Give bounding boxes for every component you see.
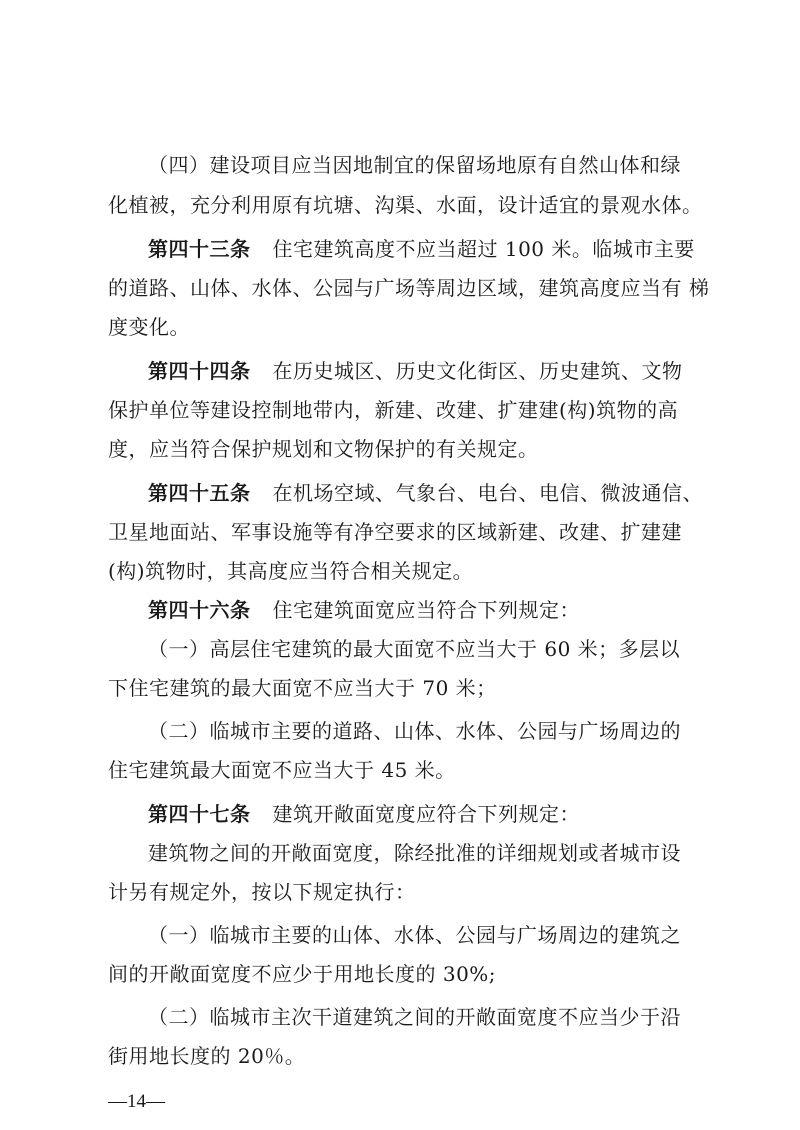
article-46-heading: 第四十六条 bbox=[148, 598, 251, 622]
article-45-heading: 第四十五条 bbox=[148, 481, 251, 505]
paragraph-line: 下住宅建筑的最大面宽不应当大于 70 米； bbox=[108, 676, 497, 700]
paragraph-line: 住宅建筑最大面宽不应当大于 45 米。 bbox=[108, 758, 456, 782]
paragraph-line: （一）高层住宅建筑的最大面宽不应当大于 60 米；多层以 bbox=[148, 637, 681, 661]
paragraph-line: 的道路、山体、水体、公园与广场等周边区域，建筑高度应当有 梯 bbox=[108, 276, 710, 300]
page-number: —14— bbox=[108, 1091, 165, 1112]
article-44-line bbox=[148, 358, 708, 384]
paragraph-line: （一）临城市主要的山体、水体、公园与广场周边的建筑之 bbox=[148, 923, 681, 947]
article-44-heading: 第四十四条 bbox=[148, 359, 251, 383]
paragraph-line: 建筑物之间的开敞面宽度，除经批准的详细规划或者城市设 bbox=[148, 841, 681, 865]
article-47-text: 建筑开敞面宽度应符合下列规定： bbox=[272, 802, 580, 826]
article-47-line bbox=[148, 801, 708, 827]
paragraph-line: 化植被，充分利用原有坑塘、沟渠、水面，设计适宜的景观水体。 bbox=[108, 193, 703, 217]
paragraph-line: 间的开敞面宽度不应少于用地长度的 30%; bbox=[108, 962, 497, 986]
paragraph-line: 卫星地面站、军事设施等有净空要求的区域新建、改建、扩建建 bbox=[108, 520, 682, 544]
paragraph-line: 保护单位等建设控制地带内，新建、改建、扩建建(构)筑物的高 bbox=[108, 398, 679, 422]
article-46-text: 住宅建筑面宽应当符合下列规定： bbox=[272, 598, 580, 622]
paragraph-line: (构)筑物时，其高度应当符合相关规定。 bbox=[108, 559, 474, 583]
article-45-text: 在机场空域、气象台、电台、电信、微波通信、 bbox=[272, 481, 703, 505]
article-43-line bbox=[148, 236, 708, 262]
article-44-text: 在历史城区、历史文化街区、历史建筑、文物 bbox=[272, 359, 683, 383]
paragraph-line: 计另有规定外，按以下规定执行： bbox=[108, 880, 416, 904]
paragraph-line: （二）临城市主次干道建筑之间的开敞面宽度不应当少于沿 bbox=[148, 1005, 681, 1029]
paragraph-line: 街用地长度的 20％。 bbox=[108, 1044, 306, 1068]
article-47-heading: 第四十七条 bbox=[148, 802, 251, 826]
paragraph-line: （四）建设项目应当因地制宜的保留场地原有自然山体和绿 bbox=[148, 153, 681, 177]
paragraph-line: （二）临城市主要的道路、山体、水体、公园与广场周边的 bbox=[148, 719, 681, 743]
article-45-line bbox=[148, 480, 708, 506]
article-43-heading: 第四十三条 bbox=[148, 237, 251, 261]
article-43-text: 住宅建筑高度不应当超过 100 米。临城市主要 bbox=[272, 237, 695, 261]
paragraph-line: 度变化。 bbox=[108, 315, 190, 339]
article-46-line bbox=[148, 597, 708, 623]
paragraph-line: 度，应当符合保护规划和文物保护的有关规定。 bbox=[108, 437, 539, 461]
